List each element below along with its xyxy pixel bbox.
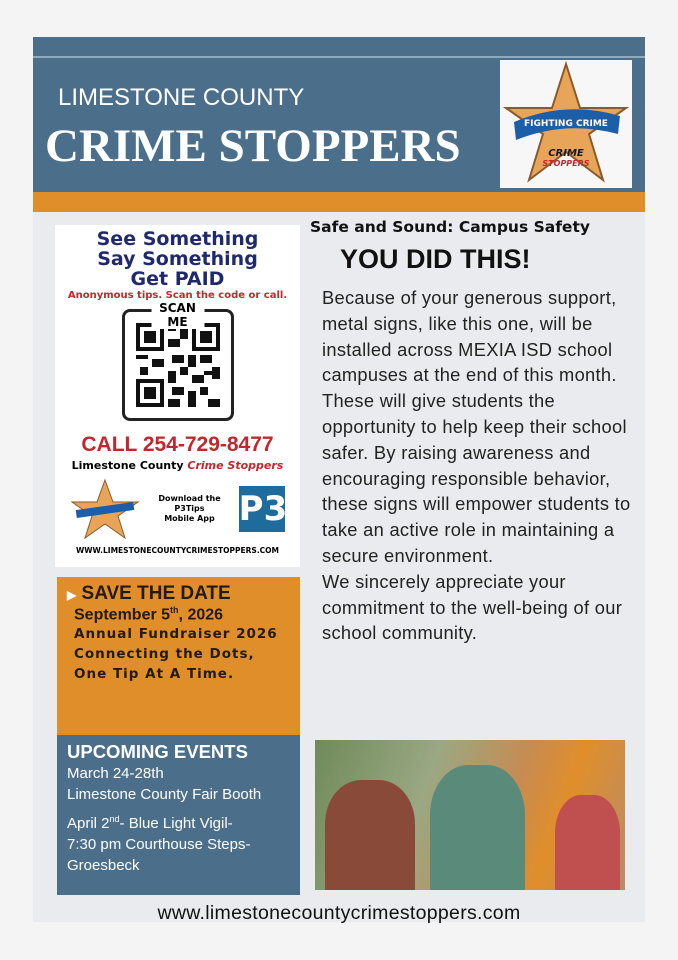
footer-website[interactable]: www.limestonecountycrimestoppers.com: [157, 902, 521, 924]
slogan-line: See Something: [96, 228, 259, 250]
event-date: [74, 605, 300, 624]
slogan-line: Say Something: [97, 248, 258, 270]
save-the-date-title: [67, 583, 300, 605]
phone-number[interactable]: CALL 254-729-8477: [81, 433, 274, 456]
event-2-desc: 7:30 pm Courthouse Steps-Groesbeck: [67, 836, 251, 874]
event-2-day: April 2: [67, 815, 110, 832]
header-banner: [33, 37, 645, 192]
article-headline: YOU DID THIS!: [340, 244, 531, 274]
svg-text:STOPPERS: STOPPERS: [542, 159, 590, 168]
scan-me-label: SCAN ME: [151, 301, 204, 329]
p3tips-app-icon[interactable]: P3: [239, 486, 285, 532]
download-text: [158, 494, 220, 524]
date-year: , 2026: [178, 606, 224, 624]
download-line: Download the: [158, 494, 221, 503]
download-line: P3Tips: [174, 504, 205, 513]
crime-stoppers-logo: [500, 60, 632, 188]
download-line: Mobile App: [164, 514, 215, 523]
app-row: [55, 478, 300, 540]
county-name: LIMESTONE COUNTY: [58, 84, 305, 111]
student-figure: [555, 795, 620, 890]
students-photo: [315, 740, 625, 890]
qr-frame[interactable]: [122, 301, 234, 421]
star-badge-icon: [70, 478, 140, 540]
tip-card: [55, 225, 300, 567]
header-divider: [33, 56, 645, 58]
fundraiser-name: Annual Fundraiser 2026: [74, 626, 278, 643]
event-2-title: - Blue Light Vigil-: [119, 815, 233, 832]
save-the-date-box: [57, 577, 300, 735]
article-closing: We sincerely appreciate your commitment to the well-being of our school community.: [322, 570, 623, 644]
anonymous-note: Anonymous tips. Scan the code or call.: [67, 290, 288, 301]
svg-text:CRIME: CRIME: [548, 148, 584, 159]
page-title: CRIME STOPPERS: [45, 120, 461, 172]
date-suffix: th: [170, 605, 179, 615]
org-italic: Crime Stoppers: [187, 459, 284, 472]
save-title-text: SAVE THE DATE: [81, 583, 231, 604]
slogan: [55, 229, 300, 289]
event-1-desc: Limestone County Fair Booth: [67, 786, 262, 803]
upcoming-events-box: [57, 735, 300, 895]
svg-text:FIGHTING CRIME: FIGHTING CRIME: [524, 119, 608, 129]
event-1-date: March 24-28th: [67, 765, 164, 782]
event-2-suffix: nd: [109, 814, 120, 824]
card-website[interactable]: WWW.LIMESTONECOUNTYCRIMESTOPPERS.COM: [75, 546, 280, 555]
article-subtitle: Safe and Sound: Campus Safety: [310, 218, 590, 236]
organization-name: [55, 459, 300, 472]
student-figure: [325, 780, 415, 890]
orange-accent-bar: [33, 192, 645, 212]
event-2-date: [67, 809, 290, 834]
slogan-line: Get PAID: [130, 268, 225, 290]
fundraiser-tagline: Connecting the Dots, One Tip At A Time.: [74, 646, 255, 683]
date-text: September 5: [74, 606, 171, 624]
student-figure: [430, 765, 525, 890]
events-title: UPCOMING EVENTS: [67, 741, 248, 762]
org-plain: Limestone County: [71, 459, 188, 472]
article-body: [322, 285, 632, 646]
arrow-icon: ▶: [67, 588, 77, 602]
article-paragraph: Because of your generous support, metal signs, like this one, will be installed across MEXIA ISD school campuses at the end of this month. These will give students the opportunity to help keep their school safer. By raising awareness and encouraging responsible behavior, these signs will empower students to take an active role in maintaining a secure environment.: [322, 287, 631, 566]
qr-code-icon[interactable]: [136, 323, 220, 407]
